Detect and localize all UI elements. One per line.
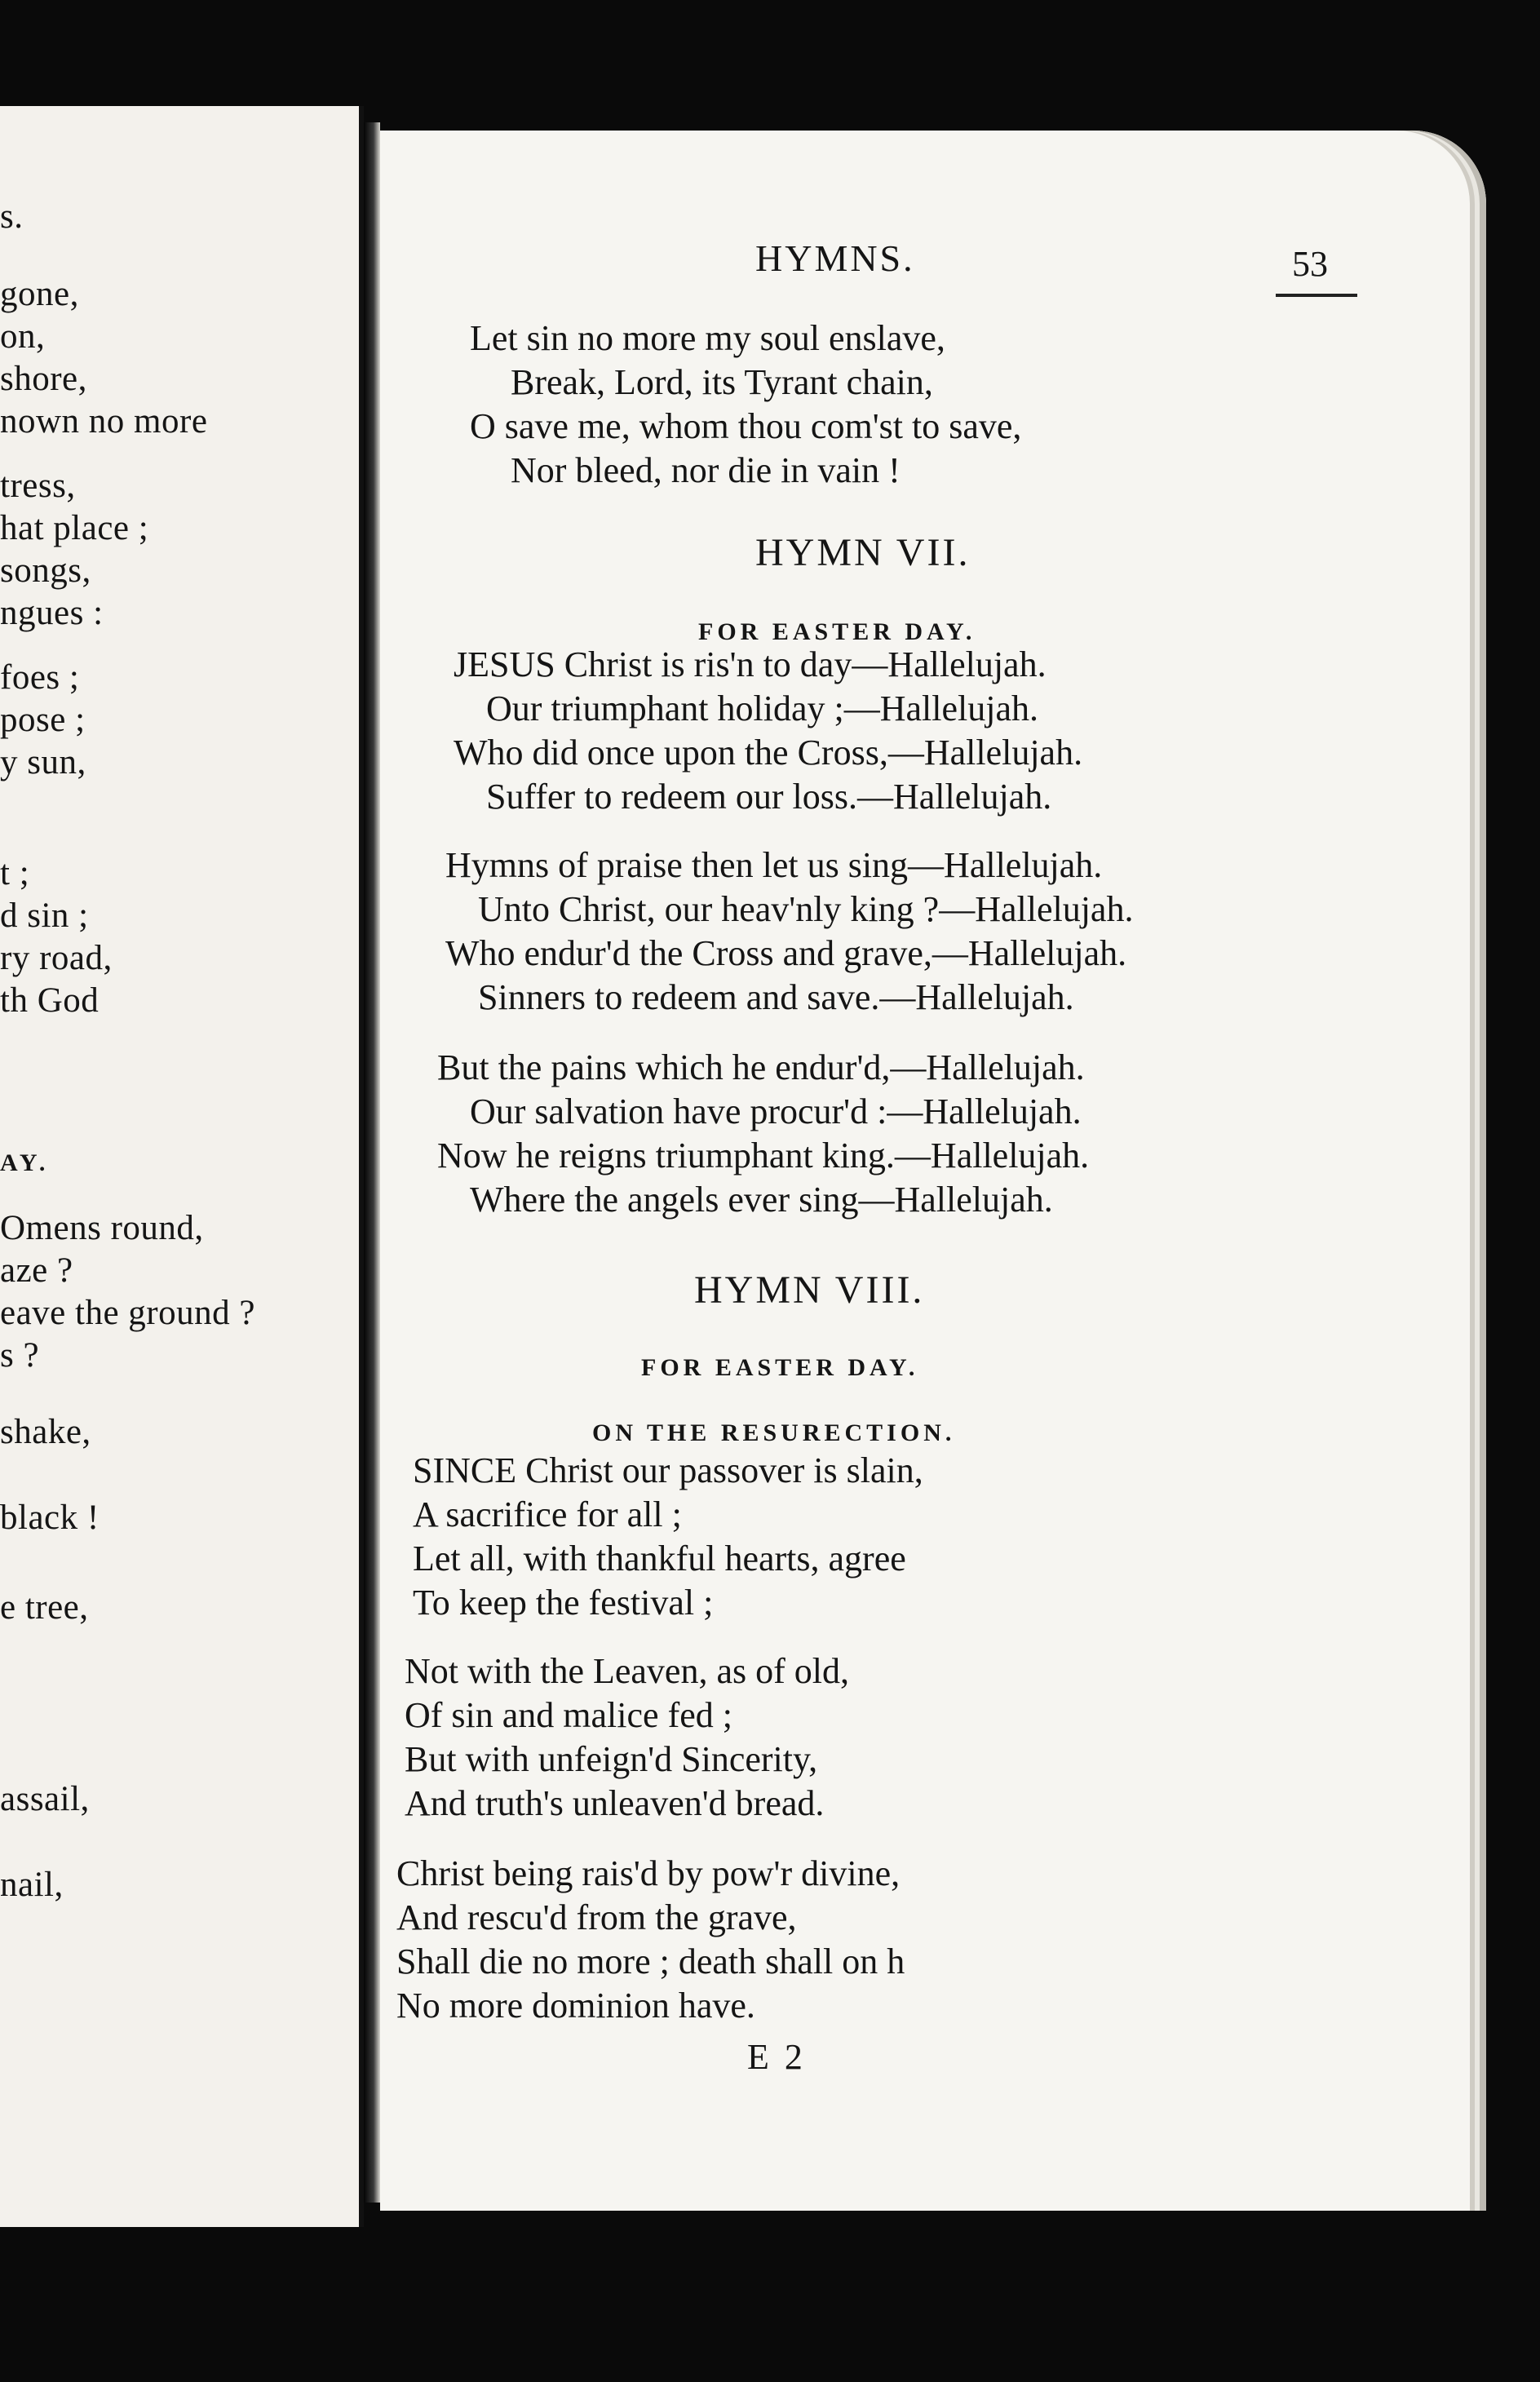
verse-line: Sinners to redeem and save.—Hallelujah. [478,977,1074,1017]
verse-line: Let all, with thankful hearts, agree [413,1539,906,1578]
left-page-fragment: black ! [0,1499,100,1537]
left-page-fragment: nown no more [0,402,208,441]
left-page-fragment: eave the ground ? [0,1294,255,1332]
verse-line: Unto Christ, our heav'nly king ?—Hallelujah. [478,889,1134,929]
left-page-fragment: shake, [0,1413,91,1451]
verse-line: Of sin and malice fed ; [405,1695,732,1735]
verse-line: Now he reigns triumphant king.—Hallelujah. [437,1136,1090,1176]
left-page-fragment: t ; [0,854,30,892]
book-gutter [364,122,380,2203]
right-page [380,131,1486,2211]
left-page-fragment: th God [0,981,100,1020]
verse-line: Break, Lord, its Tyrant chain, [511,362,933,402]
verse-line: But with unfeign'd Sincerity, [405,1739,818,1779]
verse-line: JESUS Christ is ris'n to day—Hallelujah. [454,644,1047,684]
left-page-fragment: ngues : [0,594,104,632]
hymn-viii-occasion: FOR EASTER DAY. [641,1354,919,1381]
verse-line: Where the angels ever sing—Hallelujah. [470,1180,1053,1220]
left-page-fragment: Omens round, [0,1209,204,1247]
page-number-rule [1276,294,1357,297]
left-page-fragment: tress, [0,467,76,505]
hymn-vii-title: HYMN VII. [755,531,971,574]
verse-line: O save me, whom thou com'st to save, [470,406,1022,446]
verse-line: Shall die no more ; death shall on h [396,1941,905,1981]
left-page-fragment: y sun, [0,743,86,781]
left-page-fragment: aze ? [0,1251,73,1290]
page-number: 53 [1292,244,1328,284]
left-page-fragment: d sin ; [0,897,89,935]
left-page-fragment: hat place ; [0,509,149,547]
signature-mark: E 2 [747,2037,806,2077]
verse-line: Suffer to redeem our loss.—Hallelujah. [486,777,1052,817]
left-page-fragment: AY. [0,1149,50,1176]
verse-line: But the pains which he endur'd,—Hallelujah. [437,1047,1085,1087]
verse-line: Our salvation have procur'd :—Hallelujah. [470,1091,1082,1131]
verse-line: A sacrifice for all ; [413,1494,682,1534]
left-page-fragment: foes ; [0,658,80,697]
verse-line: Who endur'd the Cross and grave,—Hallelujah. [445,933,1127,973]
verse-line: Let sin no more my soul enslave, [470,318,945,358]
verse-line: To keep the festival ; [413,1583,714,1623]
running-head: HYMNS. [755,237,915,279]
verse-line: And rescu'd from the grave, [396,1897,797,1937]
verse-line: Christ being rais'd by pow'r divine, [396,1853,901,1893]
left-page-fragment: s. [0,197,24,236]
left-page-fragment: nail, [0,1866,64,1904]
verse-line: Who did once upon the Cross,—Hallelujah. [454,733,1083,773]
verse-line: Not with the Leaven, as of old, [405,1651,849,1691]
hymn-vii-occasion: FOR EASTER DAY. [698,618,976,645]
left-page-fragment: assail, [0,1780,90,1818]
verse-line: Our triumphant holiday ;—Hallelujah. [486,688,1038,728]
left-page-fragment: gone, [0,275,79,313]
left-page-fragment: on, [0,317,46,356]
left-page-fragment: e tree, [0,1588,89,1627]
left-page-fragment: s ? [0,1336,40,1375]
left-page-fragment: pose ; [0,701,86,739]
verse-line: Hymns of praise then let us sing—Hallelujah. [445,845,1103,885]
hymn-viii-title: HYMN VIII. [694,1268,925,1312]
left-page-fragment: shore, [0,360,87,398]
left-page-fragment: songs, [0,551,91,590]
page-header [380,237,1486,286]
verse-line: Nor bleed, nor die in vain ! [511,450,901,490]
verse-line: And truth's unleaven'd bread. [405,1783,825,1823]
verse-line: No more dominion have. [396,1986,755,2026]
left-page-fragment: ry road, [0,939,113,977]
hymn-viii-subject: ON THE RESURECTION. [592,1419,956,1446]
verse-line: SINCE Christ our passover is slain, [413,1450,923,1490]
left-facing-page [0,106,364,2227]
